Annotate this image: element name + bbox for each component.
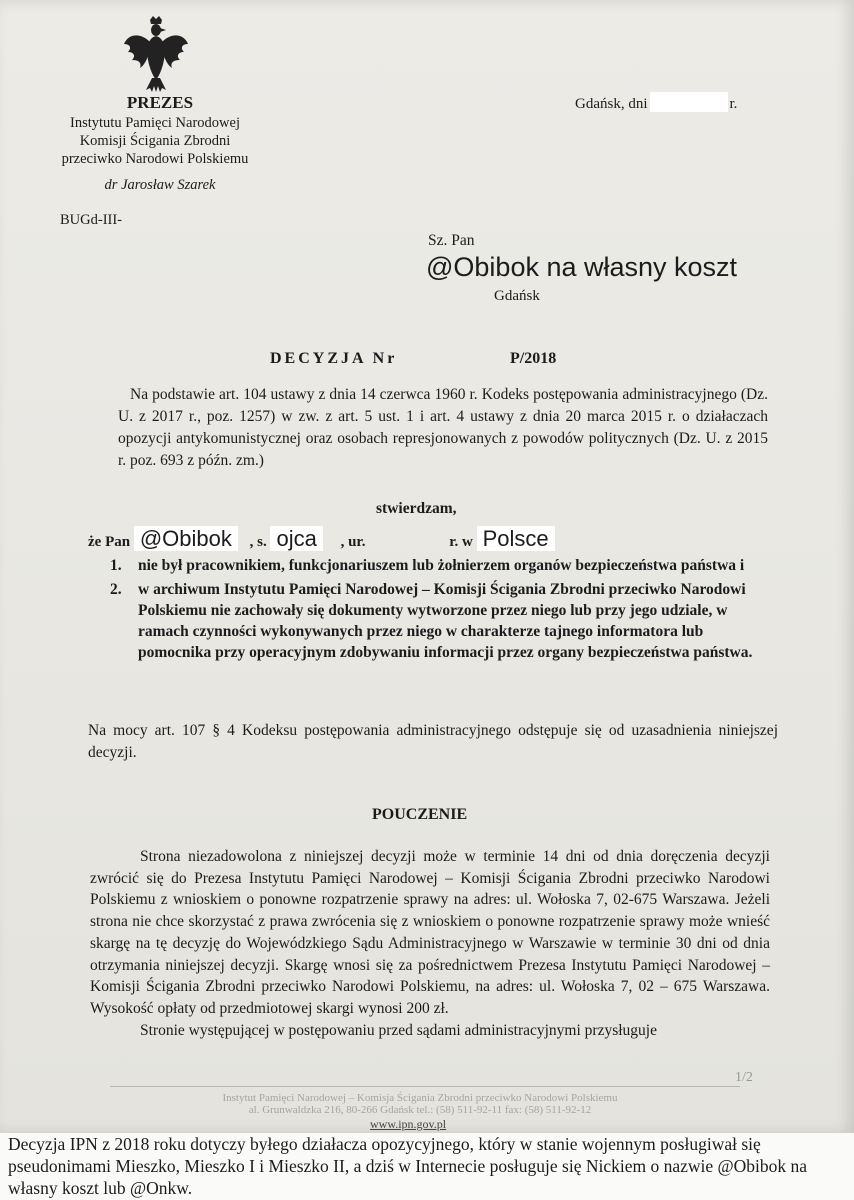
ur-label: , ur. <box>340 534 366 550</box>
recipient-name: @Obibok na własny koszt <box>426 252 738 282</box>
city-prefix: Gdańsk, dni <box>575 96 648 112</box>
city-suffix: r. <box>729 96 738 112</box>
person-prefix: że Pan <box>88 534 131 550</box>
institution-line-2: Komisji Ścigania Zbrodni <box>79 133 231 149</box>
findings-list <box>110 555 770 666</box>
recipient-city: Gdańsk <box>494 288 540 304</box>
birth-place: Polsce <box>477 526 555 551</box>
footer-line-2: al. Grunwaldzka 216, 80-266 Gdańsk tel.: (58) 511-92-11 fax: (58) 511-92-12 <box>248 1104 592 1116</box>
list-item-number: 2. <box>110 581 122 598</box>
page-number: 1/2 <box>735 1070 753 1085</box>
father-name: ojca <box>270 526 322 551</box>
reference-number: BUGd-III- <box>60 212 123 228</box>
decision-number: P/2018 <box>510 350 557 367</box>
footer-divider <box>110 1086 740 1087</box>
instruction-continued: Stronie występującej w postępowaniu przed sądami administracyjnymi przysługuje <box>140 1021 657 1039</box>
rw-label: r. w <box>449 534 473 550</box>
signatory-name: dr Jarosław Szarek <box>104 177 216 193</box>
instruction-text: Strona niezadowolona z niniejszej decyzji może w terminie 14 dni od dnia doręczenia decyzji zwrócić się do Prezesa Instytutu Pamięci Narodowej – Komisji Ścigania Zbrodni przeciwko Narodowi Polskiemu z wnioskiem o ponowne rozpatrzenie sprawy na adres: ul. Wołoska 7, 02-675 Warszawa. Jeżeli strona nie chce skorzystać z prawa zwrócenia się z wnioskiem o ponowne rozpatrzenie sprawy może wnieść skargę na tę decyzję do Wojewódzkiego Sądu Administracyjnego w Warszawie w terminie 30 dni od dnia otrzymania niniejszej decyzji. Skargę wnosi się za pośrednictwem Prezesa Instytutu Pamięci Narodowej – Komisji Ścigania Zbrodni przeciwko Narodowi Polskiemu, na adres: ul. Wołoska 7, 02 – 675 Warszawa. Wysokość opłaty od przedmiotowej skargi wynosi 200 zł. <box>90 848 770 1017</box>
list-item <box>110 555 770 576</box>
polish-eagle-emblem <box>120 14 192 94</box>
instruction-title: POUCZENIE <box>372 806 468 823</box>
recipient-salutation: Sz. Pan <box>428 232 475 249</box>
stwierdzam-heading: stwierdzam, <box>376 500 457 517</box>
decision-title: DECYZJA Nr <box>270 350 398 367</box>
list-item <box>110 579 770 663</box>
header-title: PREZES <box>126 93 194 112</box>
image-caption: Decyzja IPN z 2018 roku dotyczy byłego działacza opozycyjnego, który w stanie wojennym posługiwał się pseudonimami Mieszko, Mieszko I i Mieszko II, a dziś w Internecie posługuje się Nickiem o nazwie @Obibok na własny koszt lub @Onkw. <box>0 1133 854 1200</box>
list-item-text: nie był pracownikiem, funkcjonariuszem lub żołnierzem organów bezpieczeństwa państwa i <box>138 557 745 574</box>
footer-line-1: Instytut Pamięci Narodowej – Komisja Ścigania Zbrodni przeciwko Narodowi Polskiemu <box>222 1092 618 1104</box>
justification-paragraph: Na mocy art. 107 § 4 Kodeksu postępowania administracyjnego odstępuje się od uzasadnienia niniejszej decyzji. <box>88 722 778 761</box>
institution-line-1: Instytutu Pamięci Narodowej <box>70 115 240 131</box>
list-item-number: 1. <box>110 557 122 574</box>
s-label: , s. <box>249 534 267 550</box>
website-link[interactable]: www.ipn.gov.pl <box>370 1117 447 1131</box>
legal-basis-paragraph: Na podstawie art. 104 ustawy z dnia 14 czerwca 1960 r. Kodeks postępowania administracyjnego (Dz. U. z 2017 r., poz. 1257) w zw. z art. 5 ust. 1 i art. 4 ustawy z dnia 20 marca 2015 r. o działaczach opozycji antykomunistycznej oraz osobach represjonowanych z powodów politycznych (Dz. U. z 2015 r. poz. 693 z późn. zm.) <box>118 386 768 469</box>
institution-name <box>30 114 280 168</box>
person-line <box>88 526 555 552</box>
instruction-paragraph <box>90 846 770 1041</box>
institution-line-3: przeciwko Narodowi Polskiemu <box>61 151 249 167</box>
redacted-date <box>650 92 728 112</box>
list-item-text: w archiwum Instytutu Pamięci Narodowej – Komisji Ścigania Zbrodni przeciwko Narodowi Polskiemu nie zachowały się dokumenty wytworzone przez niego lub przy jego udziale, w ramach czynności wykonywanych przez niego w charakterze tajnego informatora lub pomocnika przy operacyjnym zdobywaniu informacji przez organy bezpieczeństwa państwa. <box>138 581 753 661</box>
place-and-date <box>575 92 737 113</box>
person-name: @Obibok <box>134 526 238 551</box>
